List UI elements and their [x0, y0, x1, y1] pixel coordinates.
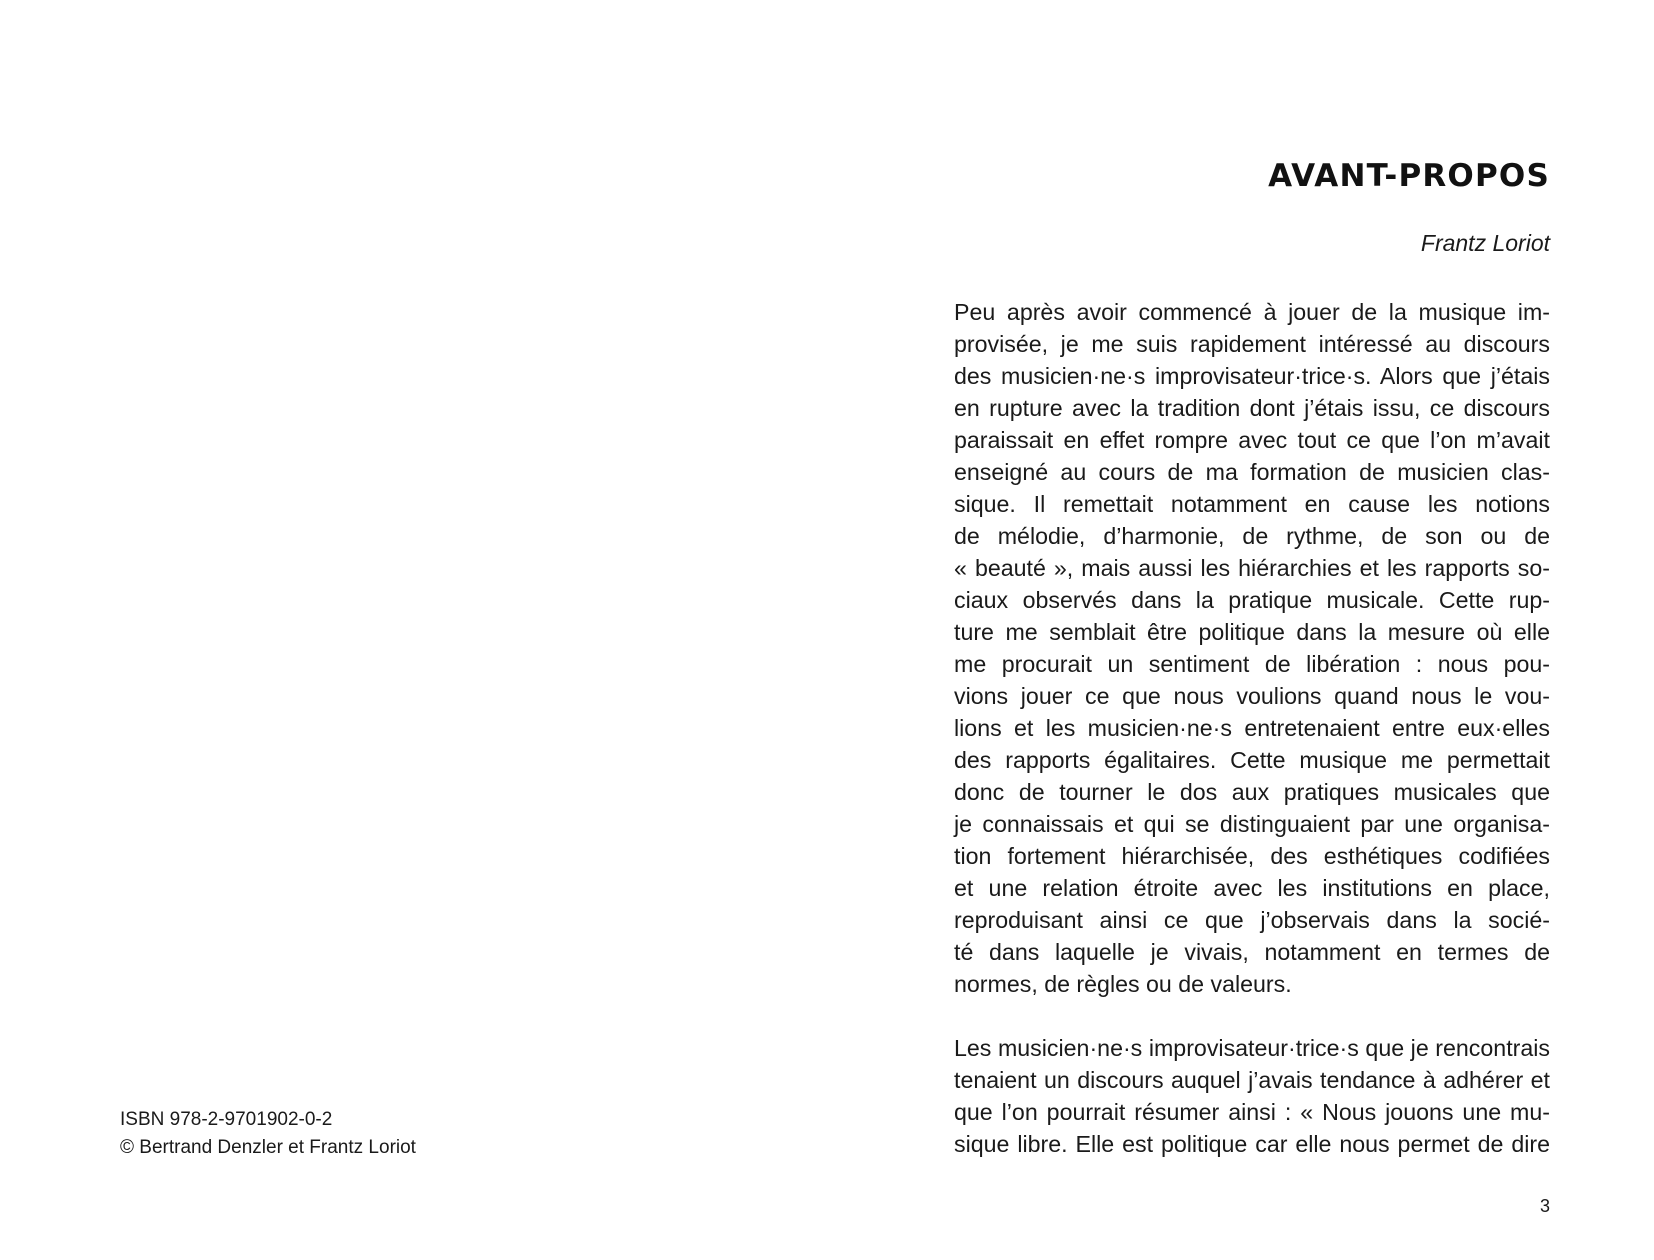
text-line: sique libre. Elle est politique car elle nous permet de dire [954, 1131, 1550, 1157]
text-line: ciaux observés dans la pratique musicale. Cette rup- [954, 587, 1550, 613]
text-line: vions jouer ce que nous voulions quand nous le vou- [954, 683, 1550, 709]
text-line: de mélodie, d’harmonie, de rythme, de son ou de [954, 523, 1550, 549]
paragraph [954, 296, 1550, 1000]
text-line: je connaissais et qui se distinguaient par une organisa- [954, 811, 1550, 837]
text-line: et une relation étroite avec les institutions en place, [954, 875, 1550, 901]
text-line: en rupture avec la tradition dont j’étais issu, ce discours [954, 395, 1550, 421]
text-line: Les musicien·ne·s improvisateur·trice·s que je rencontrais [954, 1035, 1550, 1061]
text-line: ture me semblait être politique dans la mesure où elle [954, 619, 1550, 645]
paragraph [954, 1032, 1550, 1160]
text-line: tenaient un discours auquel j’avais tendance à adhérer et [954, 1067, 1550, 1093]
text-line: té dans laquelle je vivais, notamment en termes de [954, 939, 1550, 965]
text-line: normes, de règles ou de valeurs. [954, 971, 1292, 997]
text-line: donc de tourner le dos aux pratiques musicales que [954, 779, 1550, 805]
right-page [827, 0, 1654, 1260]
copyright: © Bertrand Denzler et Frantz Loriot [120, 1137, 416, 1158]
text-line: sique. Il remettait notamment en cause les notions [954, 491, 1550, 517]
text-line: Peu après avoir commencé à jouer de la musique im- [954, 299, 1550, 325]
text-line: « beauté », mais aussi les hiérarchies et les rapports so- [954, 555, 1550, 581]
colophon [120, 1106, 416, 1162]
author-name: Frantz Loriot [1420, 230, 1550, 256]
text-line: provisée, je me suis rapidement intéressé au discours [954, 331, 1550, 357]
text-line: reproduisant ainsi ce que j’observais dans la socié- [954, 907, 1550, 933]
text-line: des musicien·ne·s improvisateur·trice·s. Alors que j’étais [954, 363, 1550, 389]
text-line: tion fortement hiérarchisée, des esthétiques codifiées [954, 843, 1550, 869]
body-text [954, 296, 1550, 1160]
isbn: ISBN 978-2-9701902-0-2 [120, 1109, 333, 1130]
chapter-title: AVANT-PROPOS [1268, 158, 1550, 194]
page-number: 3 [1539, 1196, 1550, 1216]
text-line: lions et les musicien·ne·s entretenaient entre eux·elles [954, 715, 1550, 741]
text-line: paraissait en effet rompre avec tout ce que l’on m’avait [954, 427, 1550, 453]
text-line: des rapports égalitaires. Cette musique me permettait [954, 747, 1550, 773]
text-line: que l’on pourrait résumer ainsi : « Nous jouons une mu- [954, 1099, 1550, 1125]
text-line: enseigné au cours de ma formation de musicien clas- [954, 459, 1550, 485]
text-line: me procurait un sentiment de libération : nous pou- [954, 651, 1550, 677]
